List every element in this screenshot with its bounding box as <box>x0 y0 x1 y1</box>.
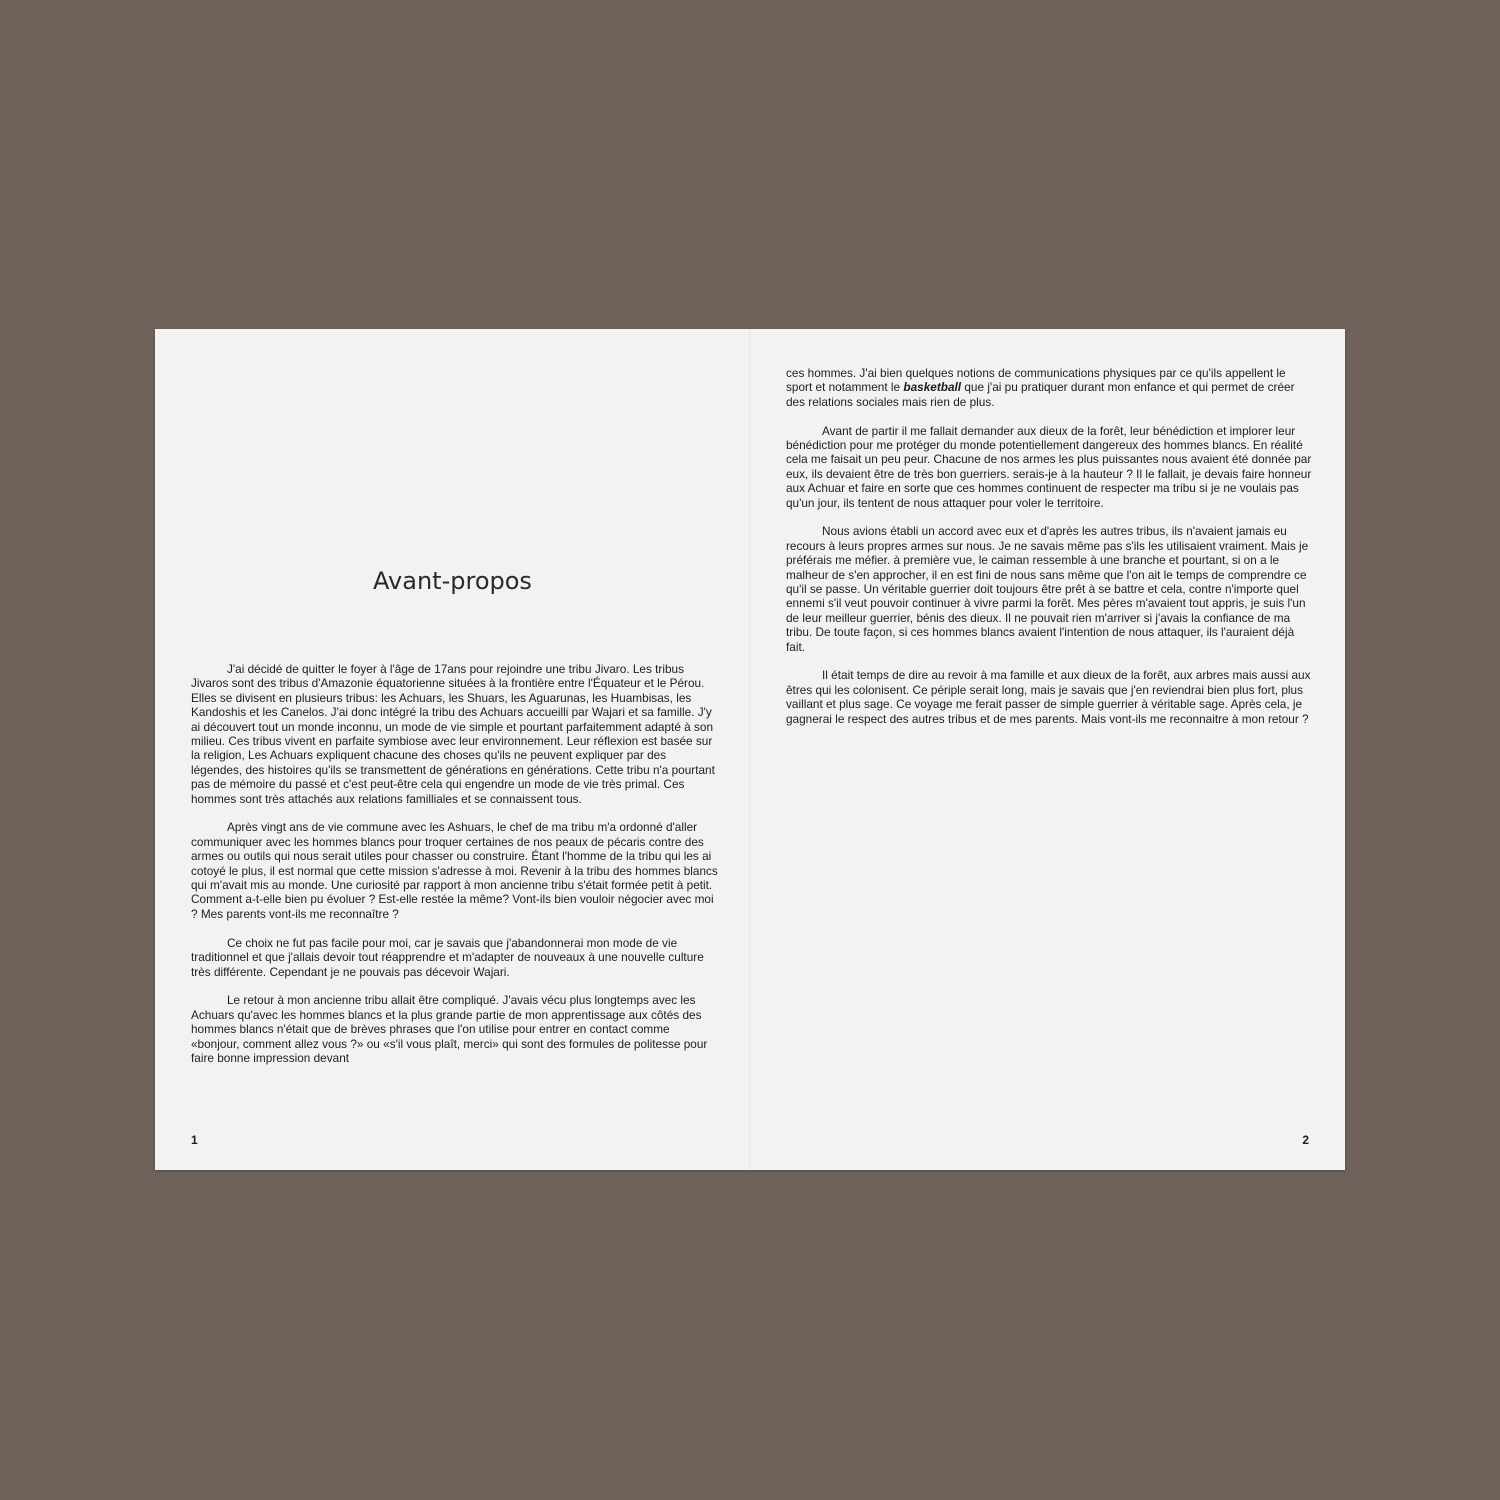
paragraph: Ce choix ne fut pas facile pour moi, car je savais que j'abandonnerai mon mode de vie traditionnel et que j'allais devoir tout réapprendre et m'adapter de nouveaux à une nouvelle culture très différente. Cependant je ne pouvais pas décevoir Wajari. <box>191 935 704 979</box>
right-page-body <box>786 366 1314 741</box>
paragraph: Nous avions établi un accord avec eux et d'après les autres tribus, ils n'avaient jamais eu recours à leurs propres armes sur nous. Je ne savais même pas s'ils les utilisaient vraiment. Mais je préférais me méfier. à première vue, le caiman ressemble à une branche et pourtant, si on a le malheur de s'en approcher, il en est fini de nous sans même que l'on ait le temps de comprendre ce qu'il se passe. Un véritable guerrier doit toujours être prêt à se battre et cela, contre n'importe quel ennemi s'il veut pouvoir continuer à vivre parmi la forêt. Mes pères m'avaient tout appris, je suis l'un de leur meilleur guerrier, bénis des dieux. Il ne pouvait rien m'arriver si j'avais la confiance de ma tribu. De toute façon, si ces hommes blancs avaient l'intention de nous attaquer, ils l'auraient déjà fait. <box>786 524 1309 654</box>
paragraph-text: ces hommes. J'ai bien quelques notions de communications physiques par ce qu'ils appellent le sport et notamment le <box>786 366 1286 395</box>
paragraph: Avant de partir il me fallait demander aux dieux de la forêt, leur bénédiction et implorer leur bénédiction pour me protéger du monde potentiellement dangereux des hommes blancs. En réalité cela me faisait un peu peur. Chacune de nos armes les plus puissantes nous avaient été donnée par eux, ils devaient être de très bon guerriers. serais-je à la hauteur ? Il le fallait, je devais faire honneur aux Achuar et faire en sorte que ces hommes continuent de respecter ma tribu si je ne voulais pas qu'un jour, ils tentent de nous attaquer pour voler le territoire. <box>786 423 1312 510</box>
paragraph-text: que j'ai pu pratiquer durant mon enfance et qui permet de créer des relations sociales mais rien de plus. <box>786 380 1295 409</box>
left-page <box>155 329 750 1170</box>
paragraph: Il était temps de dire au revoir à ma famille et aux dieux de la forêt, aux arbres mais aussi aux êtres qui les colonisent. Ce périple serait long, mais je savais que j'en reviendrai bien plus fort, plus vaillant et plus sage. Ce voyage me ferait passer de simple guerrier à véritable sage. Après cela, je gagnerai le respect des autres tribus et de mes parents. Mais vont-ils me reconnaitre à mon retour ? <box>786 668 1311 726</box>
paragraph: Après vingt ans de vie commune avec les Ashuars, le chef de ma tribu m'a ordonné d'aller communiquer avec les hommes blancs pour troquer certaines de nos peaux de pécaris contre des armes ou outils qui nous serait utiles pour chasser ou construire. Étant l'homme de la tribu qui les ai cotoyé le plus, il est normal que cette mission s'adresse à moi. Revenir à la tribu des hommes blancs qui m'avait mis au monde. Une curiosité par rapport à mon ancienne tribu s'était formée petit à petit. Comment a-t-elle bien pu évoluer ? Est-elle restée la même? Vont-ils bien vouloir négocier avec moi ? Mes parents vont-ils me reconnaître ? <box>191 820 718 921</box>
left-page-body <box>191 662 719 1080</box>
right-page <box>750 329 1345 1170</box>
book-spread <box>155 329 1345 1170</box>
paragraph: Le retour à mon ancienne tribu allait être compliqué. J'avais vécu plus longtemps avec les Achuars qu'avec les hommes blancs et la plus grande partie de mon apprentissage aux côtés des hommes blancs n'était que de brèves phrases que l'on utilise pour entrer en contact comme «bonjour, comment allez vous ?» ou «s'il vous plaît, merci» qui sont des formules de politesse pour faire bonne impression devant <box>191 993 708 1065</box>
paragraph: J'ai décidé de quitter le foyer à l'âge de 17ans pour rejoindre une tribu Jivaro. Les tribus Jivaros sont des tribus d'Amazonie équatorienne situées à la frontière entre l'Équateur et le Pérou. Elles se divisent en plusieurs tribus: les Achuars, les Shuars, les Aguarunas, les Huambisas, les Kandoshis et les Canelos. J'ai donc intégré la tribu des Achuars accueilli par Wajari et sa famille. J'y ai découvert tout un monde inconnu, un mode de vie simple et pourtant parfaitemment adapté à son milieu. Ces tribus vivent en parfaite symbiose avec leur environnement. Leur réflexion est basée sur la religion, Les Achuars expliquent chacune des choses qu'ils ne peuvent expliquer par des légendes, des histoires qu'ils se transmettent de générations en générations. Cette tribu n'a pourtant pas de mémoire du passé et c'est peut-être cela qui engendre un mode de vie très primal. Ces hommes sont très attachés aux relations familliales et se connaissent tous. <box>191 662 715 806</box>
page-title: Avant-propos <box>373 567 532 595</box>
page-number: 1 <box>191 1133 198 1147</box>
paragraph-continued <box>786 366 1314 409</box>
emphasis-text: basketball <box>903 380 962 395</box>
page-number: 2 <box>1302 1133 1309 1147</box>
